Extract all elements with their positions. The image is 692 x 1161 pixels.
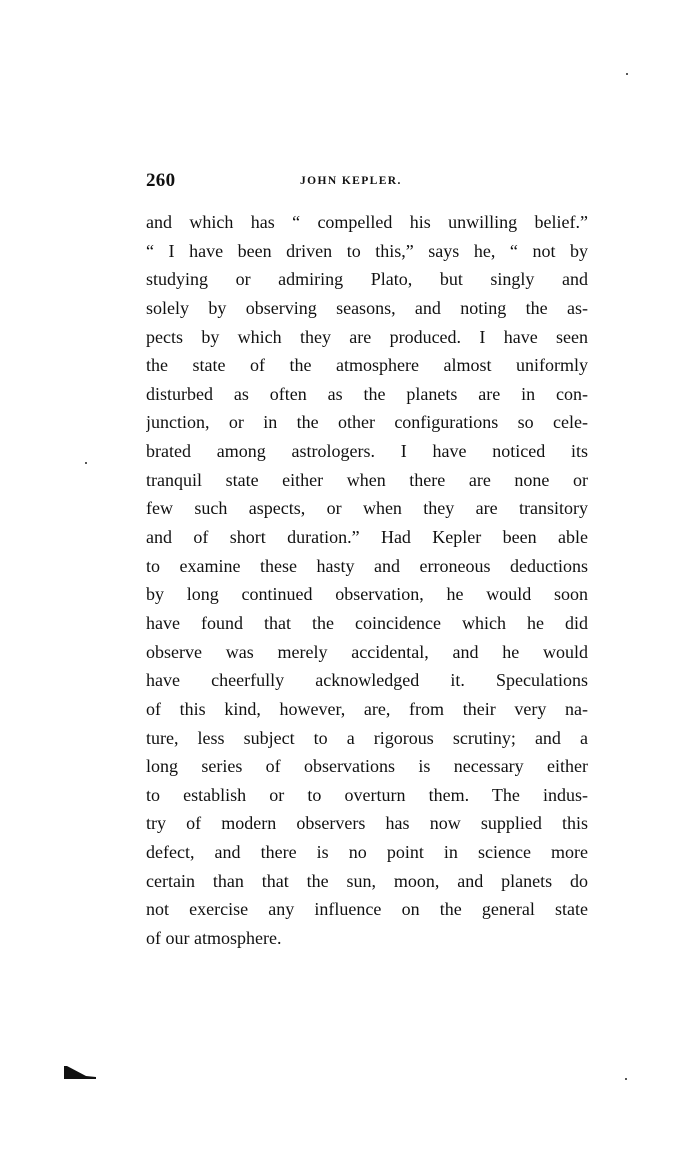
page-number: 260 — [146, 170, 176, 191]
text-line: observe was merely accidental, and he would — [146, 641, 588, 662]
text-line: disturbed as often as the planets are in con- — [146, 383, 588, 404]
body-text — [146, 208, 588, 953]
text-line: to examine these hasty and erroneous deductions — [146, 555, 588, 576]
text-line: and of short duration.” Had Kepler been able — [146, 527, 588, 548]
scan-speck — [626, 73, 628, 75]
text-line: long series of observations is necessary either — [146, 756, 588, 777]
page-header — [146, 170, 588, 198]
scan-speck — [85, 462, 87, 464]
text-line: few such aspects, or when they are transitory — [146, 498, 588, 519]
text-line: pects by which they are produced. I have seen — [146, 326, 588, 347]
text-line: tranquil state either when there are none or — [146, 469, 588, 490]
text-line: studying or admiring Plato, but singly and — [146, 269, 588, 290]
text-line: try of modern observers has now supplied this — [146, 813, 588, 834]
text-line: to establish or to overturn them. The indus- — [146, 784, 588, 805]
text-line: of our atmosphere. — [146, 928, 282, 949]
text-line: brated among astrologers. I have noticed its — [146, 441, 588, 462]
text-line: have found that the coincidence which he did — [146, 612, 588, 633]
running-head: JOHN KEPLER. — [300, 175, 402, 187]
text-line: certain than that the sun, moon, and planets do — [146, 870, 588, 891]
text-line: of this kind, however, are, from their very na- — [146, 698, 588, 719]
text-line: junction, or in the other configurations so cele- — [146, 412, 588, 433]
scan-speck — [625, 1078, 627, 1080]
text-line: defect, and there is no point in science more — [146, 842, 588, 863]
corner-mark-icon — [64, 1066, 96, 1080]
text-line: by long continued observation, he would soon — [146, 584, 588, 605]
text-line: ture, less subject to a rigorous scrutiny; and a — [146, 727, 588, 748]
text-line: not exercise any influence on the general state — [146, 899, 588, 920]
text-line: and which has “ compelled his unwilling belief.” — [146, 212, 588, 232]
text-line: the state of the atmosphere almost uniformly — [146, 355, 588, 376]
text-line: have cheerfully acknowledged it. Speculations — [146, 670, 588, 691]
text-line: solely by observing seasons, and noting the as- — [146, 297, 588, 318]
text-line: “ I have been driven to this,” says he, “ not by — [146, 240, 588, 261]
